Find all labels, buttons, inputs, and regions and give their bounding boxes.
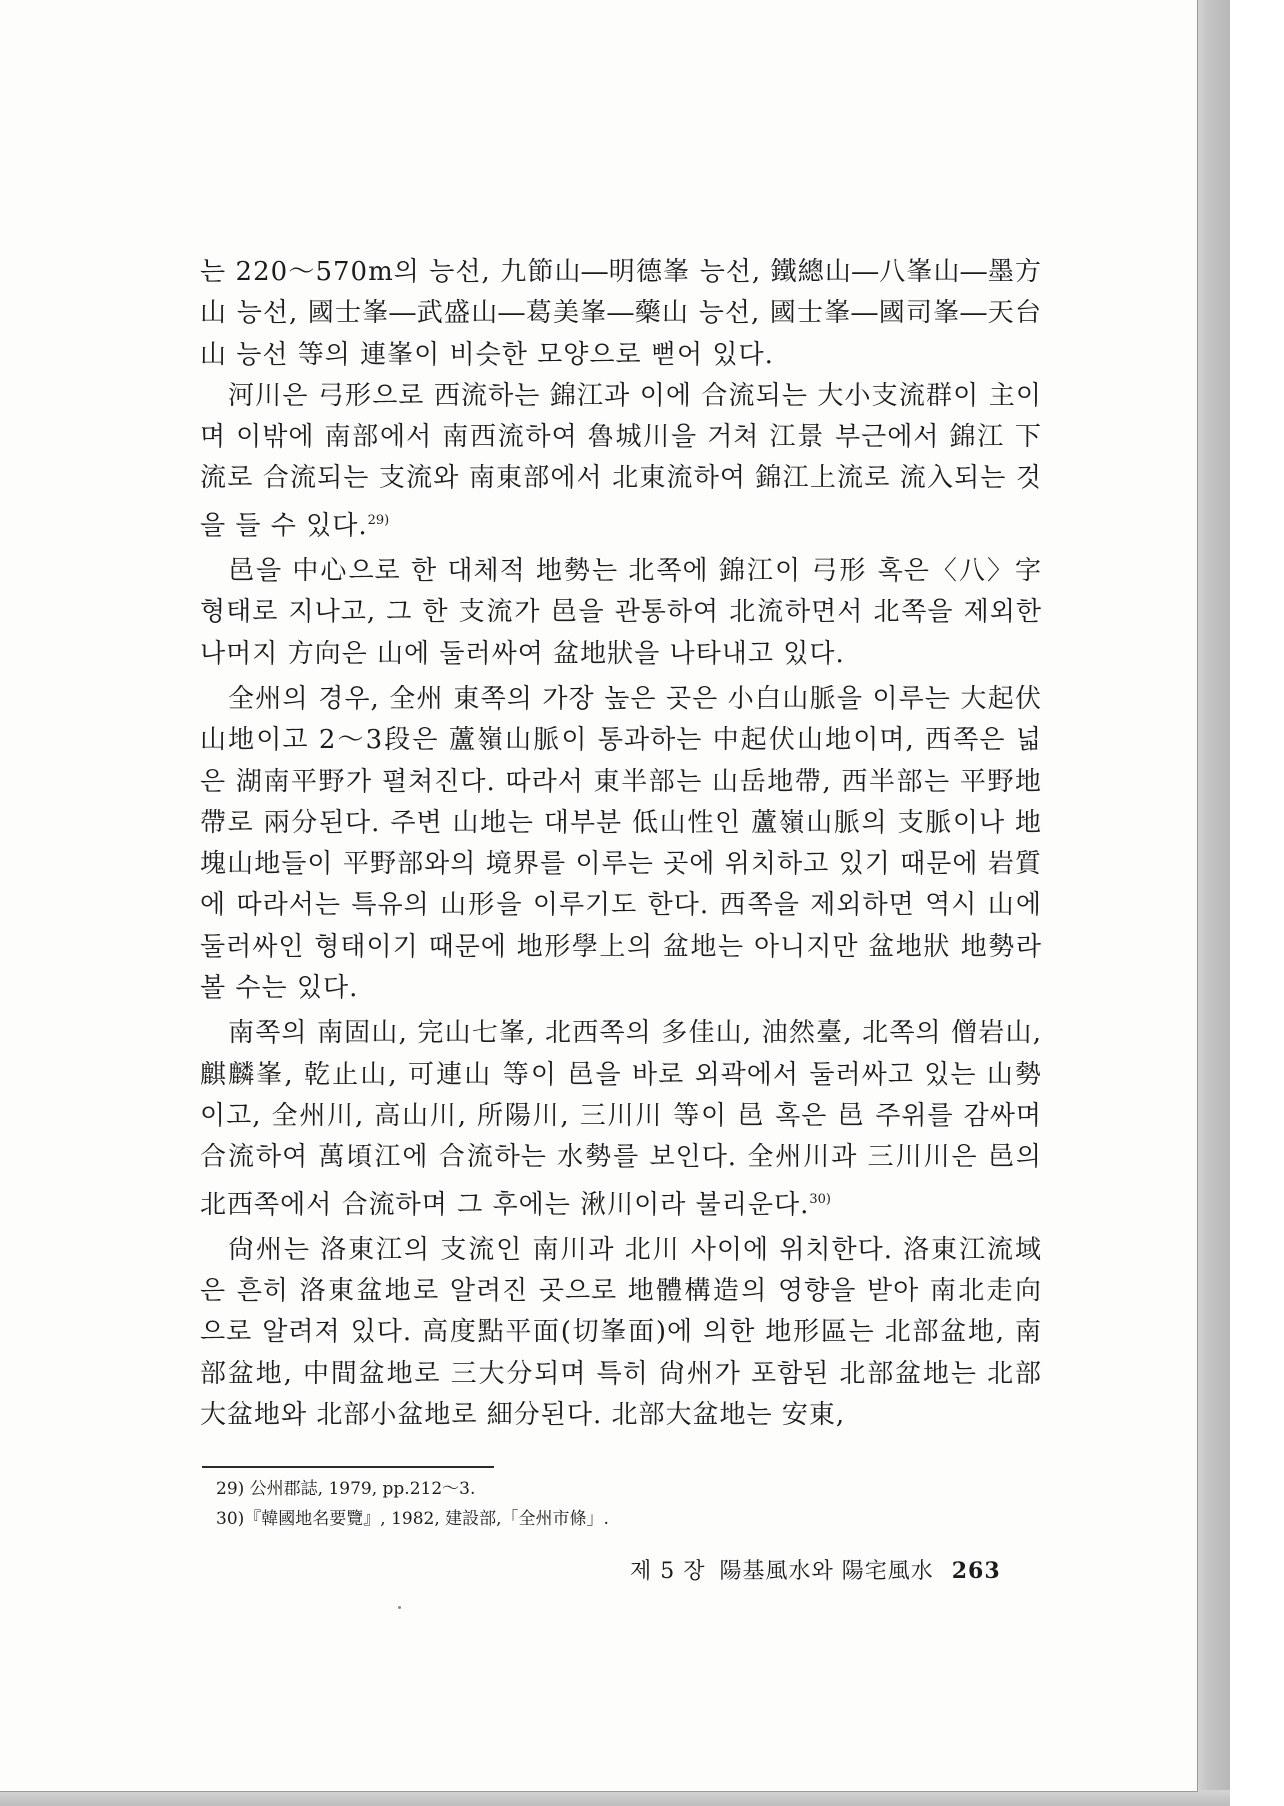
paragraph-5 xyxy=(200,1013,1042,1225)
chapter-title: 陽基風水와 陽宅風水 xyxy=(719,1559,934,1584)
page-edge-shadow xyxy=(1194,0,1230,1806)
footnote-29: 29) 公州郡誌, 1979, pp.212～3. xyxy=(216,1479,476,1499)
running-footer xyxy=(630,1554,1001,1585)
page-number: 263 xyxy=(951,1558,1001,1584)
footnote-ref-30: 30) xyxy=(809,1191,831,1207)
paragraph-1 xyxy=(200,252,1042,376)
paragraph-5-text: 南쪽의 南固山, 完山七峯, 北西쪽의 多佳山, 油然臺, 北쪽의 僧岩山, 麒麟峯, 乾止山, 可連山 等이 邑을 바로 외곽에서 둘러싸고 있는 山勢이고, 全州川, 高山川, 所陽川, 三川川 等이 邑 혹은 邑 주위를 감싸며 合流하여 萬頃江에 合流하는 水勢를 보인다. 全州川과 三川川은 邑의 北西쪽에서 合流하며 그 후에는 湫川이라 불리운다. xyxy=(200,1018,1042,1220)
footnotes xyxy=(216,1474,1016,1534)
paragraph-6 xyxy=(200,1230,1042,1436)
chapter-label: 제 5 장 xyxy=(630,1559,706,1584)
footnote-ref-29: 29) xyxy=(367,512,390,528)
paragraph-4-text: 全州의 경우, 全州 東쪽의 가장 높은 곳은 小白山脈을 이루는 大起伏山地이고 2～3段은 蘆嶺山脈이 통과하는 中起伏山地이며, 西쪽은 넓은 湖南平野가 펼쳐진다. 따라서 東半部는 山岳地帶, 西半部는 平野地帶로 兩分된다. 주변 山地는 대부분 低山性인 蘆嶺山脈의 支脈이나 地塊山地들이 平野部와의 境界를 이루는 곳에 위치하고 있기 때문에 岩質에 따라서는 특유의 山形을 이루기도 한다. 西쪽을 제외하면 역시 山에 둘러싸인 형태이기 때문에 地形學上의 盆地는 아니지만 盆地狀 地勢라 볼 수는 있다. xyxy=(200,683,1042,1004)
body-text xyxy=(200,252,1042,1436)
footnote-divider xyxy=(202,1466,494,1468)
page-bottom-shadow xyxy=(0,1790,1230,1806)
footnote-30: 30)『韓國地名要覽』, 1982, 建設部,「全州市條」. xyxy=(216,1509,609,1529)
paragraph-3 xyxy=(200,551,1042,675)
paragraph-6-text: 尙州는 洛東江의 支流인 南川과 北川 사이에 위치한다. 洛東江流域은 흔히 洛東盆地로 알려진 곳으로 地體構造의 영향을 받아 南北走向으로 알려져 있다. 高度點平面(切峯面)에 의한 地形區는 北部盆地, 南部盆地, 中間盆地로 三大分되며 특히 尙州가 포함된 北部盆地는 北部大盆地와 北部小盆地로 細分된다. 北部大盆地는 安東, xyxy=(200,1234,1042,1431)
paragraph-2-text: 河川은 弓形으로 西流하는 錦江과 이에 合流되는 大小支流群이 主이며 이밖에 南部에서 南西流하여 魯城川을 거쳐 江景 부근에서 錦江 下流로 合流되는 支流와 南東部에서 北東流하여 錦江上流로 流入되는 것을 들 수 있다. xyxy=(200,380,1042,541)
paragraph-4 xyxy=(200,679,1042,1009)
paragraph-2 xyxy=(200,376,1042,547)
paragraph-1-text: 는 220～570m의 능선, 九節山―明德峯 능선, 鐵總山―八峯山―墨方山 능선, 國士峯―武盛山―葛美峯―藥山 능선, 國士峯―國司峯―天台山 능선 等의 連峯이 비슷한 모양으로 뻗어 있다. xyxy=(200,257,1042,370)
print-speck xyxy=(398,1606,401,1609)
paragraph-3-text: 邑을 中心으로 한 대체적 地勢는 北쪽에 錦江이 弓形 혹은〈八〉字 형태로 지나고, 그 한 支流가 邑을 관통하여 北流하면서 北쪽을 제외한 나머지 方向은 山에 둘러싸여 盆地狀을 나타내고 있다. xyxy=(200,556,1042,669)
